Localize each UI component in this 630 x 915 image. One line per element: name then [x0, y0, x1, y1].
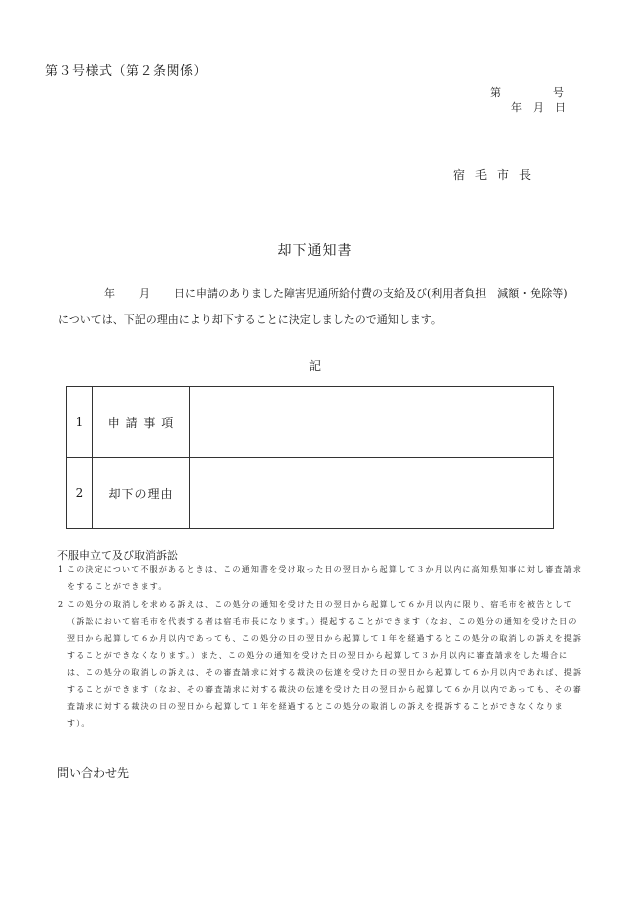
document-title: 却下通知書 — [277, 243, 353, 259]
item-number: 2 — [67, 458, 93, 529]
document-number — [490, 84, 564, 100]
table-row — [67, 458, 554, 529]
item-value-application — [190, 387, 554, 458]
appeal-heading: 不服申立て及び取消訴訟 — [57, 549, 178, 562]
ki-heading: 記 — [308, 359, 321, 373]
clause-text: この決定について不服があるときは、この通知書を受け取った日の翌日から起算して３か月以内に高知県知事に対し審査請求をすることができます。 — [67, 565, 583, 591]
item-number: 1 — [67, 387, 93, 458]
sender-name: 宿毛市長 — [453, 168, 542, 182]
item-value-reason — [190, 458, 554, 529]
item-label-reason: 却下の理由 — [93, 458, 190, 529]
appeal-clause-2 — [58, 596, 584, 732]
clause-text: この処分の取消しを求める訴えは、この処分の通知を受けた日の翌日から起算して６か月以内に限り、宿毛市を被告として（訴訟において宿毛市を代表する者は宿毛市長になります。）提起することができます（なお、この処分の通知を受けた日の翌日から起算して６か月以内であっても、この処分の日の翌日から起算して１年を経過するとこの処分の取消しの訴えを提訴することができなくなります。）また、この処分の通知を受けた日の翌日から起算して３か月以内に審査請求をした場合には、この処分の取消しの訴えは、その審査請求に対する裁決の伝達を受けた日の翌日から起算して６か月以内であれば、提訴することができます（なお、その審査請求に対する裁決の伝達を受けた日の翌日から起算して６か月以内であっても、その審査請求に対する裁決の日の翌日から起算して１年を経過するとこの処分の取消しの訴えを提訴することができなくなります）。 — [67, 600, 583, 728]
clause-number: 1 — [58, 565, 65, 574]
document-number-suffix: 号 — [553, 86, 564, 99]
appeal-clause-1 — [58, 561, 584, 595]
form-number: 第３号様式（第２条関係） — [45, 64, 208, 79]
body-text: 日に申請のありました障害児通所給付費の支給及び(利用者負担 減額・免除等) — [174, 287, 568, 300]
body-year: 年 — [104, 287, 115, 300]
table-row — [67, 387, 554, 458]
body-line-2: については、下記の理由により却下することに決定しましたので通知します。 — [58, 313, 442, 326]
body-line-1 — [104, 285, 568, 301]
clause-number: 2 — [58, 600, 65, 609]
body-month: 月 — [139, 287, 150, 300]
inquiry-heading: 問い合わせ先 — [57, 766, 130, 780]
items-table — [66, 386, 554, 529]
document-number-prefix: 第 — [490, 86, 501, 99]
document-date: 年 月 日 — [511, 101, 566, 114]
item-label-application: 申 請 事 項 — [93, 387, 190, 458]
